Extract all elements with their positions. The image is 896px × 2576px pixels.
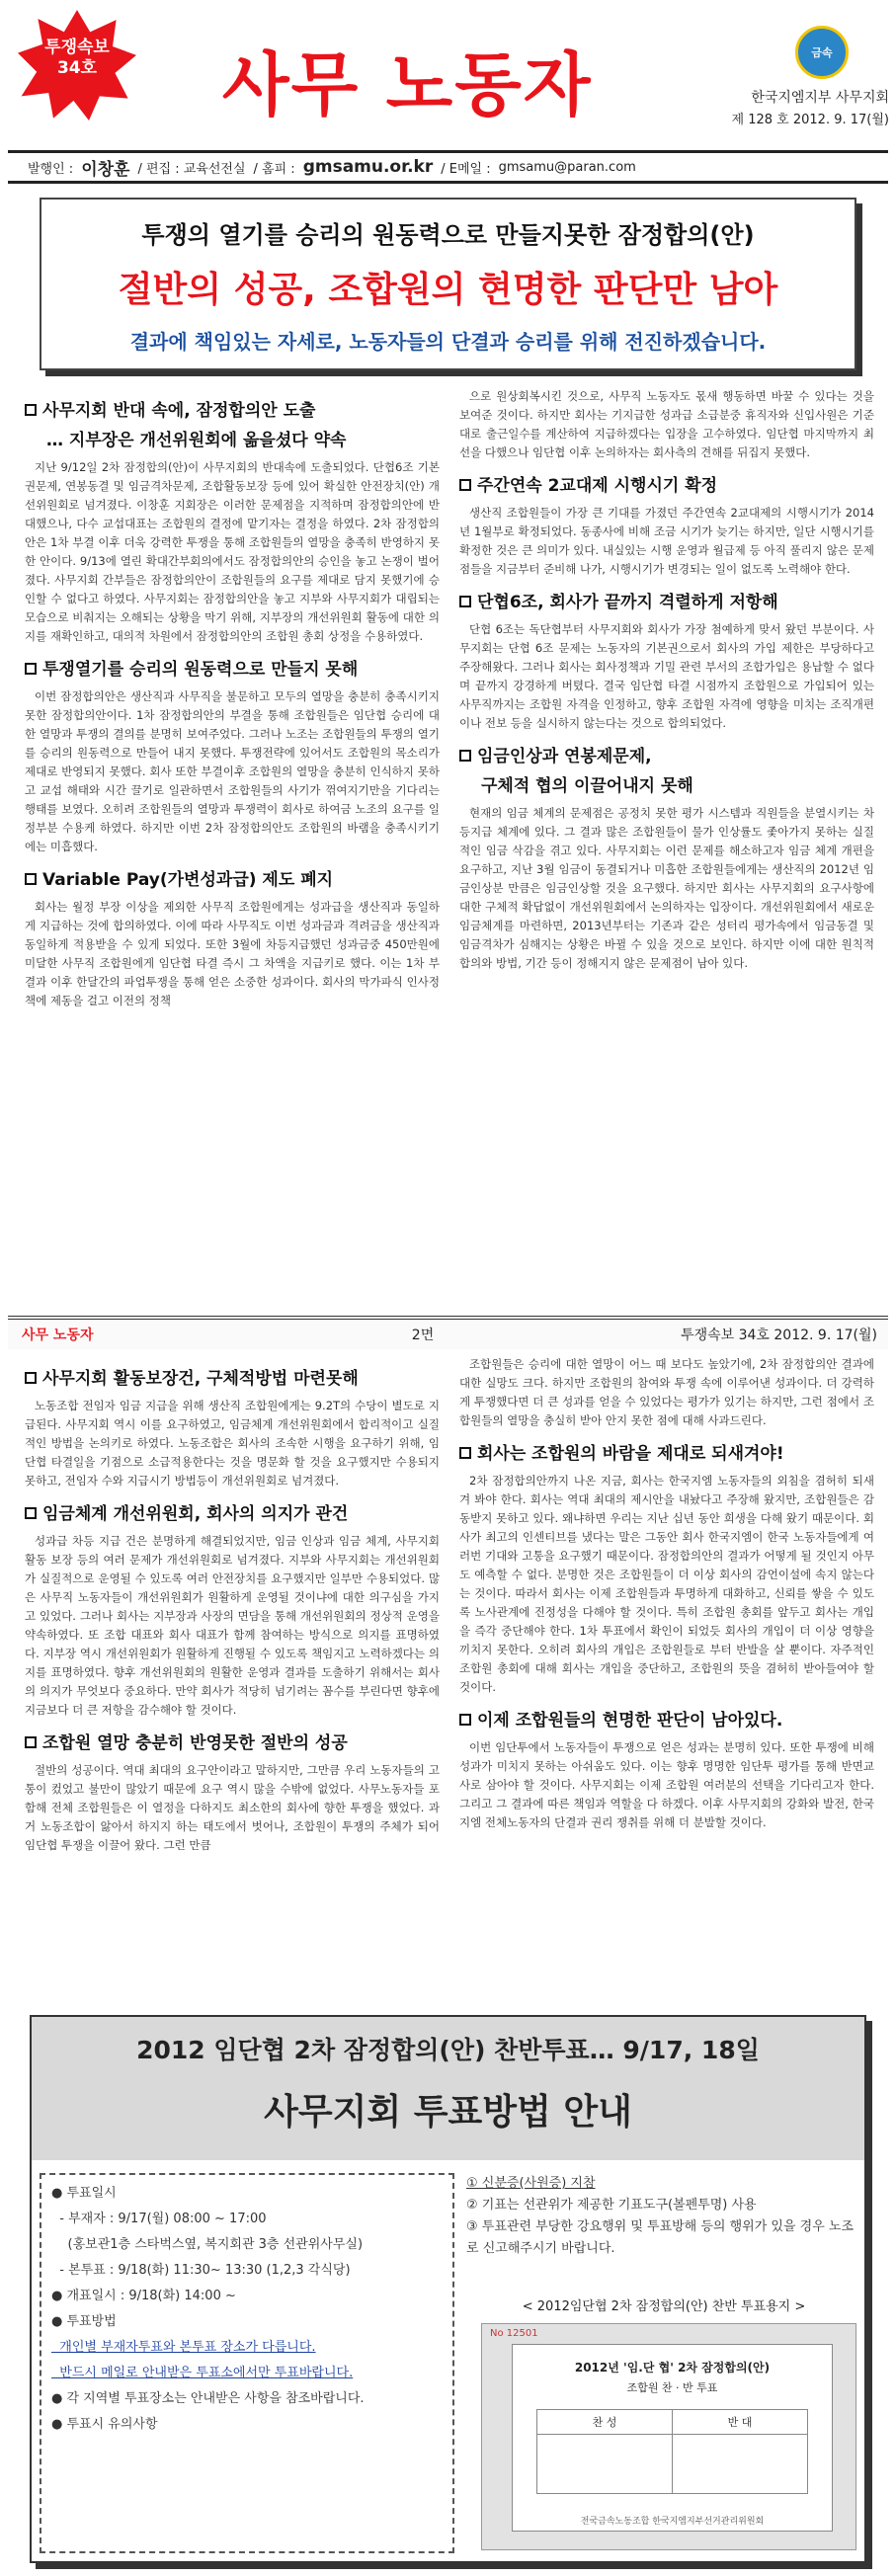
ballot-subtitle: 조합원 찬 · 반 투표	[626, 2381, 718, 2394]
square-bullet-icon	[25, 1736, 37, 1748]
ballot-sample-label: < 2012임단협 2차 잠정합의(안) 찬반 투표용지 >	[522, 2299, 806, 2314]
square-bullet-icon	[459, 750, 471, 762]
badge-line1: 투쟁속보	[44, 38, 110, 57]
separator-logo: 사무 노동자	[22, 1328, 94, 1343]
issue-info: 제 128 호 2012. 9. 17(월)	[731, 113, 889, 127]
article-body: 으로 원상회복시킨 것으로, 사무직 노동자도 몫새 행동하면 바꿀 수 있다는 것을 보여준 것이다. 하지만 회사는 기지급한 성과급 소급분중 휴직자와 신입사원은 기준대로 출근일수를 계산하여 지급하겠다는 입장을 고수하였다. 임단협 마지막까지 최선을 다했으나 임단협 이후 논의하자는 회사측의 견해를 뒤집지 못했다.	[459, 389, 874, 459]
article-body: 이번 임단투에서 노동자들이 투쟁으로 얻은 성과는 분명히 있다. 또한 투쟁에 비해 성과가 미치지 못하는 아쉬움도 있다. 이는 향후 명명한 임단투 평가를 통해 반면교사로 삼아야 할 것이다. 사무지회는 이제 조합원 여러분의 선택을 기다리고자 한다. 그리고 그 결과에 따른 책임과 역할을 다 하겠다. 이후 사무지회의 강화와 발전, 한국지엠 전체노동자의 단결과 권리 쟁취를 위해 더 분발할 것이다.	[459, 1740, 874, 1829]
page2-left-column	[25, 1355, 440, 2002]
section-title	[25, 658, 440, 682]
voting-schedule	[40, 2173, 454, 2553]
section-title-text: 임금인상과 연봉제문제,	[477, 747, 652, 766]
voting-title1: 2012 임단협 2차 잠정합의(안) 찬반투표… 9/17, 18일	[136, 2036, 760, 2064]
section-title-text: 주간연속 2교대제 시행시기 확정	[477, 476, 718, 496]
section-title-text: 사무지회 활동보장건, 구체적방법 마련못해	[42, 1369, 359, 1389]
voting-schedule-line: 개인별 부재자투표와 본투표 장소가 다릅니다.	[51, 2340, 316, 2355]
home-link[interactable]: gmsamu.or.kr	[302, 157, 434, 177]
voting-notes	[466, 2173, 861, 2260]
ballot-choices	[536, 2409, 808, 2435]
page1-left-column	[25, 387, 440, 1311]
separator-page: 2면	[411, 1328, 435, 1343]
voting-schedule-line: - 본투표 : 9/18(화) 11:30~ 13:30 (1,2,3 각식당)	[51, 2263, 351, 2278]
voting-schedule-line: ● 각 지역별 투표장소는 안내받은 사항을 참조바랍니다.	[51, 2391, 365, 2406]
ballot-no: 반 대	[727, 2416, 753, 2429]
headline-line2: 절반의 성공, 조합원의 현명한 판단만 남아	[118, 270, 778, 310]
section-title-text: 임금체계 개선위원회, 회사의 의지가 관건	[42, 1504, 349, 1524]
section-title	[459, 1709, 874, 1732]
square-bullet-icon	[25, 404, 37, 416]
voting-note-item: ① 신분증(사원증) 지참	[466, 2176, 596, 2191]
section-title-text: 조합원 열망 충분히 반영못한 절반의 성공	[42, 1733, 348, 1753]
section-title-text: 단협6조, 회사가 끝까지 격렬하게 저항해	[477, 593, 778, 612]
voting-guide-header	[32, 2017, 864, 2160]
square-bullet-icon	[459, 596, 471, 607]
headline-line3: 결과에 책임있는 자세로, 노동자들의 단결과 승리를 위해 전진하겠습니다.	[129, 330, 767, 354]
email-label: / E메일 :	[441, 161, 491, 177]
article-body: 노동조합 전임자 임금 지급을 위해 생산직 조합원에게는 9.2T의 수당이 별도로 지급된다. 사무지회 역시 이를 요구하였고, 임금체계 개선위원회에서 합리적이고 실질적인 방법을 논의키로 하였다. 노동조합은 회사의 조속한 시행을 요구하기 위해, 임단협 타결일을 기점으로 소급적용한다는 것을 명문화 할 것을 요구했지만 수용되지 못하고, 전임자 수와 지급시기 방법등이 개선위원회로 넘겨졌다.	[25, 1399, 440, 1488]
section-subtitle: … 지부장은 개선위원회에 옮을셨다 약속	[46, 431, 347, 450]
voting-schedule-line: 반드시 메일로 안내받은 투표소에서만 투표바랍니다.	[51, 2366, 354, 2380]
article-body: 이번 잠정합의안은 생산직과 사무직을 불문하고 모두의 열망을 충분히 충족시키지 못한 잠정합의안이다. 1차 잠정합의안의 부결을 통해 조합원들은 임단협 승리에 대한 열망과 투쟁의 결의를 분명히 보여주었다. 그러나 노조는 조합원들의 투쟁의 열기를 승리의 원동력으로 만들어 내지 못했다. 투쟁전략에 있어서도 조합원의 목소리가 제대로 반영되지 못했다. 회사 또한 부결이후 조합원의 열망을 충분히 인식하지 못하고 교섭 해태와 시간 끌기로 일관하면서 조합원들의 사기가 꺾여지기만을 기다리는 행태를 보였다. 오히려 조합원들의 열망과 투쟁력이 회사로 하여금 노조의 요구를 일정부분 수용케 하였다. 하지만 이번 2차 잠정합의안도 조합원의 바램을 충족시키기에는 미흡했다.	[25, 689, 440, 853]
union-emblem-icon: 금속	[795, 26, 849, 79]
section-title-text: 사무지회 반대 속에, 잠정합의안 도출	[42, 401, 316, 421]
headline-line1: 투쟁의 열기를 승리의 원동력으로 만들지못한 잠정합의(안)	[141, 221, 755, 249]
section-title	[459, 474, 874, 498]
org-name: 한국지엠지부 사무지회	[751, 90, 889, 106]
voting-schedule-line: (홍보관1층 스타벅스옆, 복지회관 3층 선관위사무실)	[51, 2237, 364, 2252]
page-separator	[8, 1316, 888, 1349]
section-subtitle: 구체적 협의 이끌어내지 못해	[481, 776, 693, 796]
article-body: 단협 6조는 독단협부터 사무지회와 회사가 가장 첨예하게 맞서 왔던 부분이다. 사무지회는 단협 6조 문제는 노동자의 기본권으로서 회사의 가입 제한은 부당하다고 주장해왔다. 그러나 회사는 회사정책과 기밀 관련 부서의 조합가입은 용납할 수 없다며 끝까지 강경하게 버텼다. 결국 임단협 타결 시점까지 조합원으로 가입되어 있는 사무직까지는 조합원 자격을 인정하고, 향후 조합원 자격에 영향을 미치는 조직개편이나 전보 등을 실시하지 않는다는 것으로 합의되었다.	[459, 622, 874, 730]
ballot-title: 2012년 '임.단 협' 2차 잠정합의(안)	[574, 2361, 771, 2375]
square-bullet-icon	[25, 1372, 37, 1384]
separator-issue: 투쟁속보 34호 2012. 9. 17(월)	[681, 1328, 877, 1343]
ballot-yes: 찬 성	[537, 2410, 673, 2434]
section-title	[459, 1442, 874, 1466]
section-title	[459, 745, 874, 768]
voting-schedule-line: ● 투표일시	[51, 2186, 117, 2201]
voting-schedule-line: - 부재자 : 9/17(월) 08:00 ~ 17:00	[51, 2212, 267, 2226]
ballot-sample-image	[481, 2323, 856, 2550]
article-body: 2차 잠정합의안까지 나온 지금, 회사는 한국지엠 노동자들의 외침을 겸허히 되새겨 봐야 한다. 회사는 역대 최대의 제시안을 내놨다고 주장해 왔지만, 조합원들은 감동받지 못하고 있다. 왜냐하면 우리는 지난 십년 동안 희생을 다해 왔기 때문이다. 회사가 최고의 인센티브를 냈다는 말은 그동안 회사 한국지엠이 한국 노동자들에게 여러번 기대와 고통을 요구했기 때문이다. 잠정합의안의 결과가 어떻게 될 것인지 아무도 예측할 수 없다. 분명한 것은 조합원들이 더 이상 회사의 감언이설에 속지 않는다는 것이다. 따라서 회사는 이제 조합원들과 투명하게 대화하고, 신뢰를 쌓을 수 있도록 노사관계에 진정성을 다해야 할 것이다. 특히 조합원 총회를 앞두고 회사는 개입을 즉각 중단해야 한다. 1차 투표에서 확인이 되었듯 회사의 개입이 더 이상 영향을 끼치지 못한다. 오히려 회사의 개입은 조합원들로 부터 반발을 살 뿐이다. 자주적인 조합원 총회에 대해 회사는 개입을 중단하고, 조합원의 뜻을 겸허히 받아들여야 할 것이다.	[459, 1474, 874, 1694]
section-title	[25, 399, 440, 423]
article-body: 성과급 차등 지급 건은 분명하게 해결되었지만, 임금 인상과 임금 체계, 사무지회 활동 보장 등의 여러 문제가 개선위원회로 넘겨졌다. 지부와 사무지회는 개선위원회가 실질적으로 운영될 수 있도록 여러 안전장치를 요구했지만 일부만 수용되었다. 많은 사무직 노동자들이 개선위원회가 원활하게 운영될 것이냐에 대한 의구심을 가지고 있었다. 그러나 회사는 지부장과 사장의 면담을 통해 개선위원회의 정상적 운영을 약속하였다. 또 조합 대표와 회사 대표가 함께 참여하는 방식으로 의지를 표명하였다. 지부장 역시 개선위원회가 원활하게 진행될 수 있도록 책임지고 노력하겠다는 의지를 표명하였다. 향후 개선위원회의 원활한 운영과 결과를 도출하기 위해서는 회사의 의지가 무엇보다 중요하다. 만약 회사가 적당히 넘기려는 꼼수를 부린다면 향후에 지금보다 더 큰 저항을 감수해야 할 것이다.	[25, 1534, 440, 1717]
publisher-name: 이창훈	[81, 159, 130, 180]
section-title-text: Variable Pay(가변성과급) 제도 폐지	[42, 870, 334, 890]
ballot-number: No 12501	[490, 2328, 538, 2339]
ballot-marking-area	[536, 2435, 808, 2494]
section-title	[25, 1731, 440, 1755]
editor-info: / 편집 : 교육선전실	[137, 161, 246, 177]
home-label: / 홈피 :	[253, 161, 295, 177]
publisher-label: 발행인 :	[28, 161, 74, 177]
publisher-bar	[8, 150, 888, 184]
email-link[interactable]: gmsamu@paran.com	[498, 159, 636, 175]
masthead	[0, 0, 896, 148]
article-body: 회사는 월정 부장 이상을 제외한 사무직 조합원에게는 성과급을 생산직과 동일하게 지급하는 것에 합의하였다. 이에 따라 사무직도 이번 성과금과 격려금을 생산직과 동일하게 적용받을 수 있게 되었다. 또한 3월에 차등지급했던 성과금중 450만원에 미달한 사무직 조합원에게 임단협 타결 즉시 그 차액을 지급키로 했다. 이는 1차 부결과 이후 한달간의 파업투쟁을 통해 얻은 소중한 성과이다. 회사의 막가파식 인사정책에 제동을 걸고 이전의 정책	[25, 900, 440, 1007]
page1-right-column	[459, 387, 874, 1311]
voting-note-item: ② 기표는 선관위가 제공한 기표도구(볼펜투명) 사용	[466, 2198, 757, 2213]
voting-guide-box	[30, 2015, 866, 2563]
voting-schedule-line: ● 개표일시 : 9/18(화) 14:00 ~	[51, 2289, 236, 2303]
ballot-footer: 전국금속노동조합 한국지엠지부선거관리위원회	[580, 2517, 765, 2527]
article-body: 현재의 임금 체계의 문제점은 공정치 못한 평가 시스템과 직원들을 분열시키는 차등지급 체계에 있다. 그 결과 많은 조합원들이 물가 인상률도 좇아가지 못하는 실질적인 임금 삭감을 겪고 있다. 사무지회는 이런 문제를 해소하고자 임금 체계 개편을 요구하고, 지난 3월 임금이 동결되거나 미흡한 조합원들에게는 생산직의 2012년 임금인상분 만큼은 임금인상할 것을 요구했다. 하지만 회사는 사무지회의 요구사항에 대한 구체적 확답없이 개선위원회에서 논의하자는 입장이다. 개선위원회에서 새로운 임금체계를 마련하면, 2013년부터는 기존과 같은 성터리 평가속에서 임금동결 및 임금격차가 심해지는 상황은 바뀔 수 있을 것으로 보인다. 하지만 이에 대한 원칙적 합의와 방법, 기간 등이 정해지지 않은 문제점이 남아 있다.	[459, 806, 874, 970]
newsletter-logo: 사무 노동자	[222, 44, 593, 125]
article-body: 절반의 성공이다. 역대 최대의 요구안이라고 말하지만, 그만큼 우리 노동자들의 고통이 컸었고 불만이 많았기 때문에 요구 역시 많을 수밖에 없었다. 사무노동자들 포함해 전체 조합원들은 이 열정을 다하지도 최소한의 회사에 향한 투쟁을 했었다. 과거 노동조합이 앓아서 하지지 하는 태도에서 벗어나, 조합원이 투쟁의 주체가 되어 임단협 투쟁을 이끌어 왔다. 그런 만큼	[25, 1763, 440, 1852]
square-bullet-icon	[25, 663, 37, 675]
square-bullet-icon	[459, 1714, 471, 1726]
section-title	[25, 868, 440, 892]
bulletin-badge-text	[30, 38, 124, 79]
headline-box	[40, 198, 856, 370]
voting-note-item: ③ 투표관련 부당한 강요행위 및 투표방해 등의 행위가 있을 경우 노조로 신고해주시기 바랍니다.	[466, 2219, 855, 2256]
voting-schedule-line: ● 투표방법	[51, 2314, 117, 2329]
square-bullet-icon	[459, 1447, 471, 1459]
voting-title2: 사무지회 투표방법 안내	[264, 2092, 632, 2133]
section-title-text: 이제 조합원들의 현명한 판단이 남아있다.	[477, 1711, 783, 1731]
square-bullet-icon	[25, 1507, 37, 1519]
voting-schedule-line: ● 투표시 유의사항	[51, 2417, 158, 2432]
section-title	[25, 1367, 440, 1391]
page2-right-column	[459, 1355, 874, 2002]
section-title	[459, 591, 874, 614]
section-title-text: 투쟁열기를 승리의 원동력으로 만들지 못해	[42, 660, 359, 680]
article-body: 조합원들은 승리에 대한 열망이 어느 때 보다도 높았기에, 2차 잠정합의안 결과에 대한 실망도 크다. 하지만 조합원의 참여와 투쟁 속에 이루어낸 성과이다. 더 강력하게 투쟁했다면 더 큰 성과를 얻을 수 있었다는 평가가 있기는 하지만, 그런 점에서 조합원들의 열망을 충실히 받아 안지 못한 점에 대해 사과드린다.	[459, 1357, 874, 1427]
square-bullet-icon	[25, 873, 37, 885]
article-body: 생산직 조합원들이 가장 큰 기대를 가졌던 주간연속 2교대제의 시행시기가 2014년 1월부로 확정되었다. 동종사에 비해 조금 시기가 늦기는 하지만, 일단 시행시기를 확정한 것은 큰 의미가 있다. 내실있는 시행 운영과 월급제 등 아직 풀리지 않은 문제점들을 지금부터 준비해 나가, 시행시기가 변경되는 일이 없도록 노력해야 한다.	[459, 506, 874, 576]
badge-line2: 34호	[56, 58, 98, 78]
article-body: 지난 9/12일 2차 잠정합의(안)이 사무지회의 반대속에 도출되었다. 단협6조 기본권문제, 연봉동결 및 임금격차문제, 조합활동보장 등에 있어 확실한 안전장치(안) 개선위원회로 넘겨졌다. 이창훈 지회장은 이러한 문제점을 지적하며 잠정합의안에 반대했으나, 다수 교섭대표는 조합원의 결정에 맡기자는 결정을 하였다. 2차 잠정합의안은 1차 부결 이후 더욱 강력한 투쟁을 통해 조합원들의 열망을 충족히 반영하지 못한 안이다. 9/13에 열린 확대간부회의에서도 잠정합의안의 승인을 놓고 논쟁이 벌어졌다. 사무지회 간부들은 잠정합의안이 조합원들의 요구를 제대로 담지 못했기에 승인할 수 없다고 하였다. 사무지회는 잠정합의안을 놓고 지부와 사무지회가 대립되는 모습으로 비춰지는 오해되는 상황을 막기 위해, 지부장의 개선위원회 활동에 대한 의지를 재확인하고, 대의적 차원에서 잠정합의안의 조합원 총회 상정을 수용하였다.	[25, 460, 440, 643]
section-title-text: 회사는 조합원의 바람을 제대로 되새겨야!	[477, 1444, 784, 1464]
ballot-paper	[512, 2344, 833, 2532]
square-bullet-icon	[459, 479, 471, 491]
section-title	[25, 1502, 440, 1526]
